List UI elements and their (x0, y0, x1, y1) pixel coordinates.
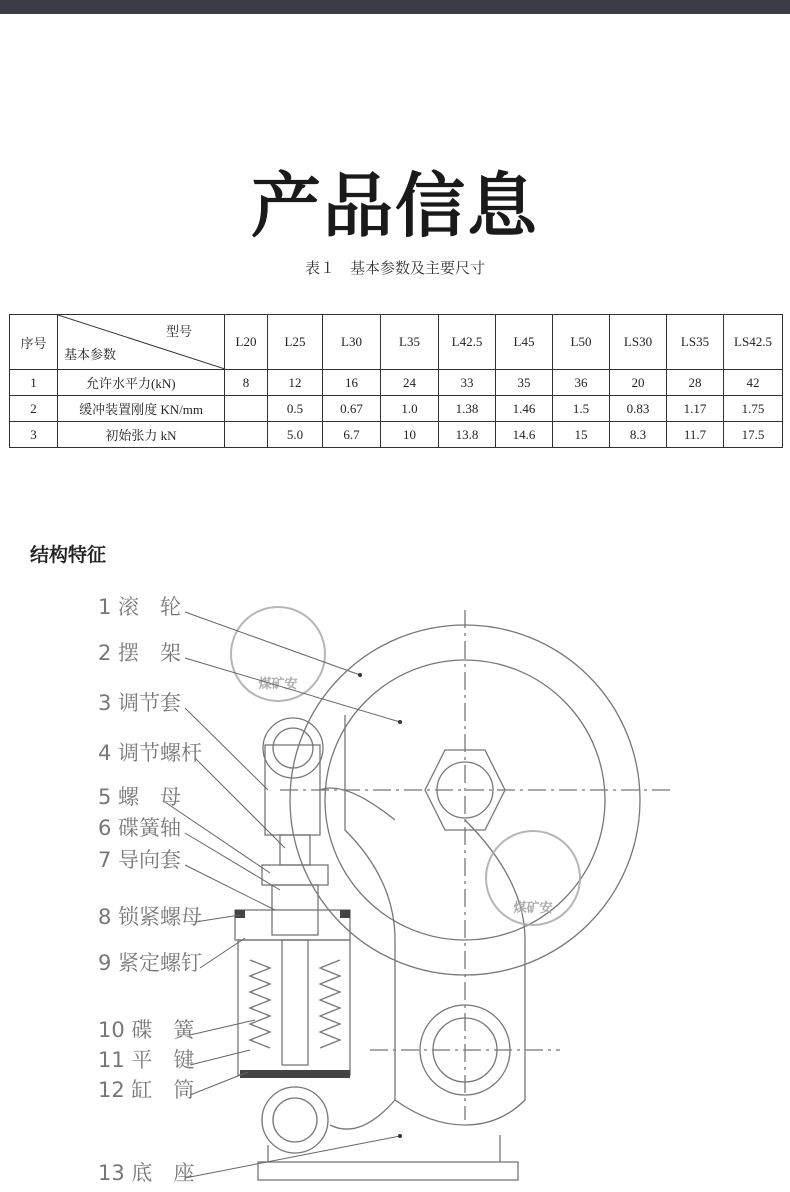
header-model-cell: LS30 (610, 315, 667, 370)
leader-lines (165, 612, 400, 1178)
part-label: 9 紧定螺钉 (98, 951, 203, 975)
table-cell: 0.83 (610, 396, 667, 422)
header-model-cell: LS35 (667, 315, 724, 370)
section-title: 结构特征 (30, 544, 107, 566)
part-label: 4 调节螺杆 (98, 741, 203, 765)
header-model-cell: L50 (553, 315, 610, 370)
base-arm (330, 1100, 395, 1129)
leader-line (185, 833, 280, 890)
header-model-cell: L42.5 (439, 315, 496, 370)
table-caption: 表１ 基本参数及主要尺寸 (304, 259, 485, 277)
table-cell: 1.46 (496, 396, 553, 422)
watermark-text: 煤矿安 (258, 677, 298, 692)
header-model-cell: L45 (496, 315, 553, 370)
disc-spring-right (320, 960, 340, 1048)
table-cell: 28 (667, 370, 724, 396)
table-row (10, 396, 783, 422)
table-header-row (10, 315, 783, 370)
part-label: 11 平 键 (98, 1048, 195, 1072)
row-name: 允许水平力(kN) (58, 370, 225, 396)
part-label: 2 摆 架 (98, 641, 182, 665)
bottom-roller-inner (273, 1098, 317, 1142)
cylinder-body (238, 940, 350, 1075)
table-row (10, 422, 783, 448)
table-cell (225, 396, 268, 422)
header-model-cell: L35 (381, 315, 439, 370)
base (258, 1162, 518, 1180)
row-seq: 1 (10, 370, 58, 396)
part-label: 10 碟 簧 (98, 1018, 195, 1042)
table-cell: 15 (553, 422, 610, 448)
leader-line (185, 658, 400, 722)
table-cell: 36 (553, 370, 610, 396)
table-cell: 8 (225, 370, 268, 396)
table-cell: 24 (381, 370, 439, 396)
cylinder-base-accent (240, 1070, 350, 1078)
row-name: 初始张力 kN (58, 422, 225, 448)
spring-shaft (282, 940, 308, 1065)
table-cell: 6.7 (323, 422, 381, 448)
table-cell (225, 422, 268, 448)
header-model: 型号 (165, 324, 192, 339)
watermark-text: 煤矿安 (513, 901, 553, 916)
leader-line (190, 1050, 250, 1065)
leader-line (190, 1020, 255, 1035)
table-cell: 1.0 (381, 396, 439, 422)
part-label: 5 螺 母 (98, 785, 182, 809)
part-label: 7 导向套 (98, 848, 182, 872)
table-cell: 17.5 (724, 422, 783, 448)
table-cell: 16 (323, 370, 381, 396)
table-cell: 10 (381, 422, 439, 448)
table-cell: 13.8 (439, 422, 496, 448)
leader-dot (398, 1134, 402, 1138)
part-label: 12 缸 筒 (98, 1078, 195, 1102)
part-label: 3 调节套 (98, 691, 182, 715)
row-seq: 3 (10, 422, 58, 448)
header-seq: 序号 (10, 315, 58, 370)
structure-drawing (0, 580, 790, 1192)
table-cell: 1.17 (667, 396, 724, 422)
top-bar (0, 0, 790, 14)
row-seq: 2 (10, 396, 58, 422)
part-label: 1 滚 轮 (98, 595, 182, 619)
nut (262, 865, 328, 885)
table-cell: 11.7 (667, 422, 724, 448)
lock-nut-accent (235, 910, 245, 918)
bottom-roller-outer (262, 1087, 328, 1153)
header-diagonal-cell (58, 315, 225, 370)
parameters-table (9, 314, 783, 448)
table-cell: 14.6 (496, 422, 553, 448)
part-label: 6 碟簧轴 (98, 816, 182, 840)
top-pin-inner (273, 728, 313, 768)
leader-line (195, 758, 285, 848)
table-cell: 1.5 (553, 396, 610, 422)
table-cell: 0.5 (268, 396, 323, 422)
header-basic-params: 基本参数 (64, 347, 117, 362)
table-cell: 20 (610, 370, 667, 396)
disc-spring-left (250, 960, 270, 1048)
header-model-cell: L20 (225, 315, 268, 370)
table-row (10, 370, 783, 396)
header-model-cell: LS42.5 (724, 315, 783, 370)
header-model-cell: L25 (268, 315, 323, 370)
table-cell: 1.75 (724, 396, 783, 422)
page-title: 产品信息 (251, 165, 539, 247)
table-cell: 12 (268, 370, 323, 396)
header-model-cell: L30 (323, 315, 381, 370)
table-cell: 42 (724, 370, 783, 396)
row-name: 缓冲装置刚度 KN/mm (58, 396, 225, 422)
lock-nut-accent (340, 910, 350, 918)
leader-dot (358, 673, 362, 677)
table-cell: 33 (439, 370, 496, 396)
part-label: 8 锁紧螺母 (98, 905, 203, 929)
leader-line (190, 1072, 248, 1095)
frame-curve (320, 788, 395, 820)
table-cell: 35 (496, 370, 553, 396)
table-cell: 5.0 (268, 422, 323, 448)
part-label: 13 底 座 (98, 1161, 195, 1185)
table-cell: 8.3 (610, 422, 667, 448)
table-cell: 1.38 (439, 396, 496, 422)
leader-dot (398, 720, 402, 724)
table-cell: 0.67 (323, 396, 381, 422)
